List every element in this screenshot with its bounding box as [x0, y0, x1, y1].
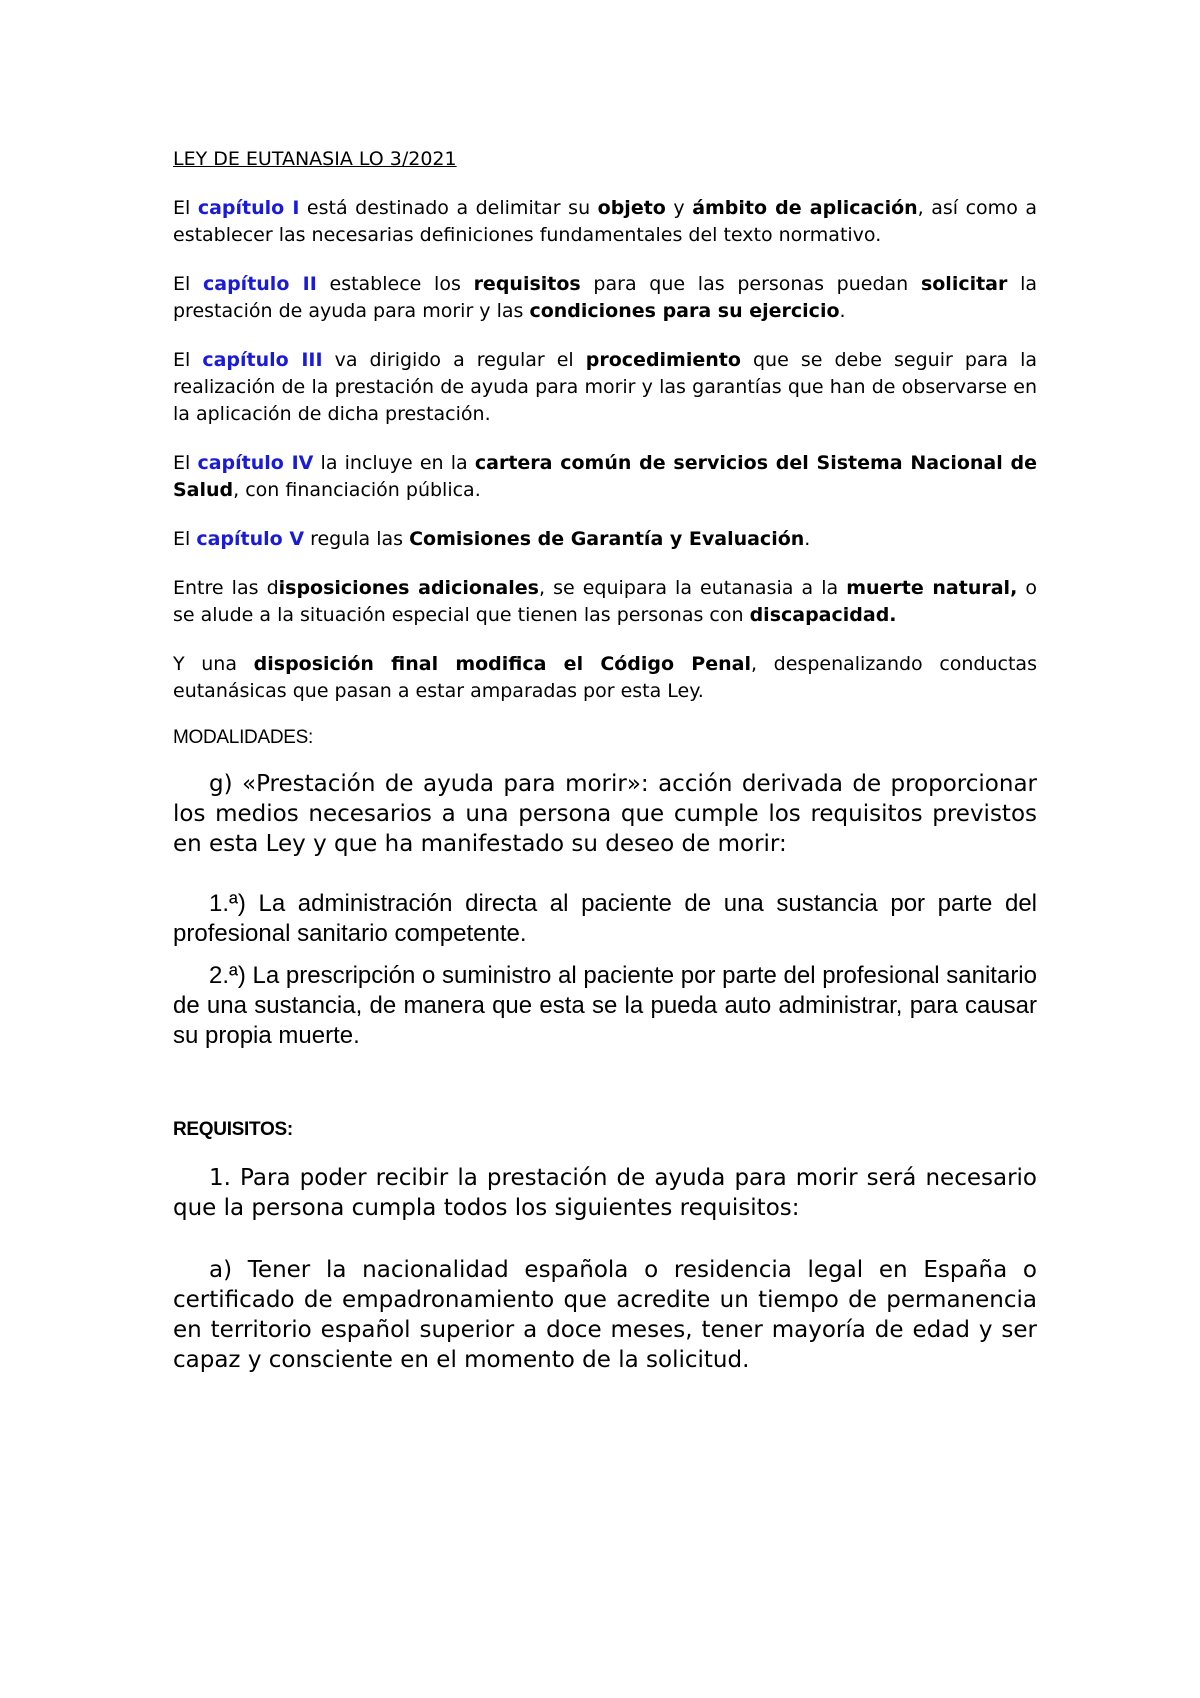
text: Y una: [173, 653, 254, 675]
text: .: [804, 528, 811, 550]
bold-text: objeto: [597, 197, 666, 219]
text: está destinado a delimitar su: [299, 197, 598, 219]
bold-text: disposición final modifica el Código Penal: [253, 653, 751, 675]
section-heading-requisitos: REQUISITOS:: [173, 1119, 293, 1140]
chapter-ref: capítulo I: [197, 197, 300, 219]
bold-text: Comisiones de Garantía y Evaluación: [409, 528, 805, 550]
chapter-ref: capítulo III: [202, 349, 323, 371]
bold-text: procedimiento: [585, 349, 741, 371]
bold-text: isposiciones adicionales: [278, 577, 539, 599]
chapter-ref: capítulo II: [203, 273, 317, 295]
bold-text: cartera común de servicios del Sistema Nacional de Salud: [173, 452, 1038, 501]
text: y: [665, 197, 693, 219]
bold-text: ámbito de aplicación: [692, 197, 918, 219]
bold-text: discapacidad.: [749, 604, 897, 626]
text: la prestación de ayuda para morir y las: [173, 273, 1037, 322]
modalidad-1: 1.ª) La administración directa al paciente de una sustancia por parte del profesional sanitario competente.: [173, 890, 1037, 947]
requisito-a: a) Tener la nacionalidad española o residencia legal en España o certificado de empadronamiento que acredite un tiempo de permanencia en territorio español superior a doce meses, tener mayoría de edad y ser capaz y consciente en el momento de la solicitud.: [173, 1257, 1037, 1373]
paragraph-capitulo-4: [173, 450, 1037, 504]
chapter-ref: capítulo V: [196, 528, 305, 550]
modalidad-g: g) «Prestación de ayuda para morir»: acción derivada de proporcionar los medios necesarios a una persona que cumple los requisitos previstos en esta Ley y que ha manifestado su deseo de morir:: [173, 771, 1037, 857]
text: , con financiación pública.: [233, 479, 481, 501]
text: o se alude a la situación especial que tienen las personas con: [173, 577, 1038, 626]
bold-text: solicitar: [920, 273, 1008, 295]
text: .: [839, 300, 846, 322]
text: El: [173, 528, 197, 550]
text: , se equipara la eutanasia a la: [538, 577, 847, 599]
paragraph-capitulo-5: [173, 526, 1037, 553]
document-title: LEY DE EUTANASIA LO 3/2021: [173, 148, 457, 170]
text: El: [173, 452, 198, 474]
bold-text: muerte natural,: [846, 577, 1018, 599]
document-content: [173, 146, 1037, 1375]
text: , despenalizando conductas eutanásicas que pasan a estar amparadas por esta Ley.: [173, 653, 1037, 702]
paragraph-disposicion-final: [173, 651, 1037, 705]
text: establece los: [316, 273, 474, 295]
paragraph-capitulo-3: [173, 347, 1037, 428]
paragraph-disposiciones-adicionales: [173, 575, 1037, 629]
section-heading-modalidades: MODALIDADES:: [173, 727, 313, 748]
text: El: [173, 273, 203, 295]
paragraph-capitulo-1: [173, 195, 1037, 249]
text: la incluye en la: [313, 452, 475, 474]
text: para que las personas puedan: [580, 273, 921, 295]
bold-text: requisitos: [473, 273, 581, 295]
text: El: [173, 349, 203, 371]
text: Entre las d: [173, 577, 279, 599]
chapter-ref: capítulo IV: [197, 452, 314, 474]
bold-text: condiciones para su ejercicio: [529, 300, 840, 322]
requisito-1: 1. Para poder recibir la prestación de ayuda para morir será necesario que la persona cumpla todos los siguientes requisitos:: [173, 1165, 1037, 1221]
modalidad-2: 2.ª) La prescripción o suministro al paciente por parte del profesional sanitario de una sustancia, de manera que esta se la pueda auto administrar, para causar su propia muerte.: [173, 962, 1037, 1049]
text: El: [173, 197, 198, 219]
text: , así como a establecer las necesarias definiciones fundamentales del texto normativo.: [173, 197, 1038, 246]
text: va dirigido a regular el: [322, 349, 586, 371]
paragraph-capitulo-2: [173, 271, 1037, 325]
text: regula las: [304, 528, 410, 550]
text: que se debe seguir para la realización de la prestación de ayuda para morir y las garantías que han de observarse en la aplicación de dicha prestación.: [173, 349, 1037, 425]
